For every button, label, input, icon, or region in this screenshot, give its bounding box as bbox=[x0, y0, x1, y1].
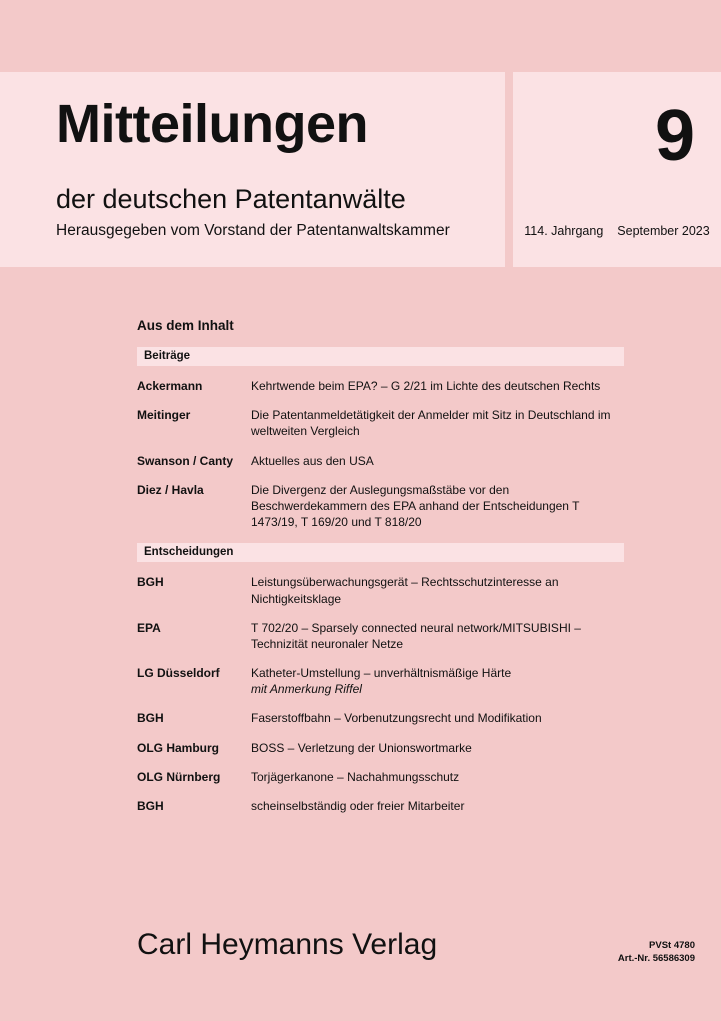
pvst-code: PVSt 4780 bbox=[649, 940, 695, 951]
entry-title: scheinselbständig oder freier Mitarbeiter bbox=[251, 799, 465, 813]
entry-author: Swanson / Canty bbox=[137, 453, 234, 468]
section-header-entscheidungen: Entscheidungen bbox=[137, 543, 624, 562]
entry-title: Leistungsüberwachungsgerät – Rechtsschutzinteresse an Nichtigkeitsklage bbox=[251, 575, 559, 606]
list-item bbox=[137, 620, 624, 652]
section-header-beitraege: Beiträge bbox=[137, 347, 624, 366]
issue-date: September 2023 bbox=[617, 224, 710, 238]
list-item bbox=[137, 482, 624, 531]
list-item bbox=[137, 710, 624, 726]
entry-title: T 702/20 – Sparsely connected neural network/MITSUBISHI – Technizität neuronaler Netze bbox=[251, 620, 581, 651]
entry-title: Die Divergenz der Auslegungsmaßstäbe vor den Beschwerdekammern des EPA anhand der Entscheidungen T 1473/19, T 169/20 und T 818/20 bbox=[251, 482, 580, 530]
entry-title: Faserstoffbahn – Vorbenutzungsrecht und Modifikation bbox=[251, 711, 542, 726]
list-item bbox=[137, 665, 624, 697]
entry-author: BGH bbox=[137, 575, 164, 590]
footer-codes bbox=[618, 939, 695, 966]
entry-title bbox=[251, 665, 624, 697]
journal-subtitle: der deutschen Patentanwälte bbox=[56, 184, 406, 214]
list-item bbox=[137, 407, 624, 439]
masthead-left-panel bbox=[0, 72, 505, 267]
entry-author: EPA bbox=[137, 620, 161, 635]
publisher-logo: Carl Heymanns Verlag bbox=[137, 928, 438, 961]
entry-author: BGH bbox=[137, 799, 164, 813]
journal-title: Mitteilungen bbox=[56, 94, 368, 154]
entry-title-text: Katheter-Umstellung – unverhältnismäßige Härte bbox=[251, 666, 512, 681]
entry-author: Ackermann bbox=[137, 379, 203, 393]
table-of-contents bbox=[137, 318, 624, 827]
entry-annotation: mit Anmerkung Riffel bbox=[251, 682, 362, 697]
list-item bbox=[137, 574, 624, 606]
entry-title: BOSS – Verletzung der Unionswortmarke bbox=[251, 740, 472, 755]
issue-number: 9 bbox=[654, 96, 695, 176]
entry-author: OLG Hamburg bbox=[137, 740, 220, 755]
list-item bbox=[137, 740, 624, 756]
entry-title: Die Patentanmeldetätigkeit der Anmelder mit Sitz in Deutschland im weltweiten Vergleich bbox=[251, 408, 611, 439]
journal-publisher-line: Herausgegeben vom Vorstand der Patentanwaltskammer bbox=[56, 222, 450, 239]
list-item bbox=[137, 769, 624, 785]
list-item bbox=[137, 378, 624, 394]
entry-author: OLG Nürnberg bbox=[137, 769, 221, 784]
entry-title: Kehrtwende beim EPA? – G 2/21 im Lichte des deutschen Rechts bbox=[251, 379, 601, 393]
masthead-right-panel bbox=[513, 72, 721, 267]
issue-meta bbox=[513, 224, 721, 238]
entry-author: Meitinger bbox=[137, 408, 191, 423]
contents-heading: Aus dem Inhalt bbox=[137, 318, 234, 333]
entry-author: BGH bbox=[137, 711, 164, 726]
list-item bbox=[137, 798, 624, 814]
volume-label: 114. Jahrgang bbox=[524, 224, 604, 238]
masthead bbox=[0, 72, 721, 267]
entry-title: Torjägerkanone – Nachahmungsschutz bbox=[251, 769, 460, 784]
list-item bbox=[137, 453, 624, 469]
entry-author: Diez / Havla bbox=[137, 482, 204, 497]
article-number: Art.-Nr. 56586309 bbox=[617, 953, 695, 965]
entry-title: Aktuelles aus den USA bbox=[251, 453, 374, 468]
entry-author: LG Düsseldorf bbox=[137, 666, 220, 681]
